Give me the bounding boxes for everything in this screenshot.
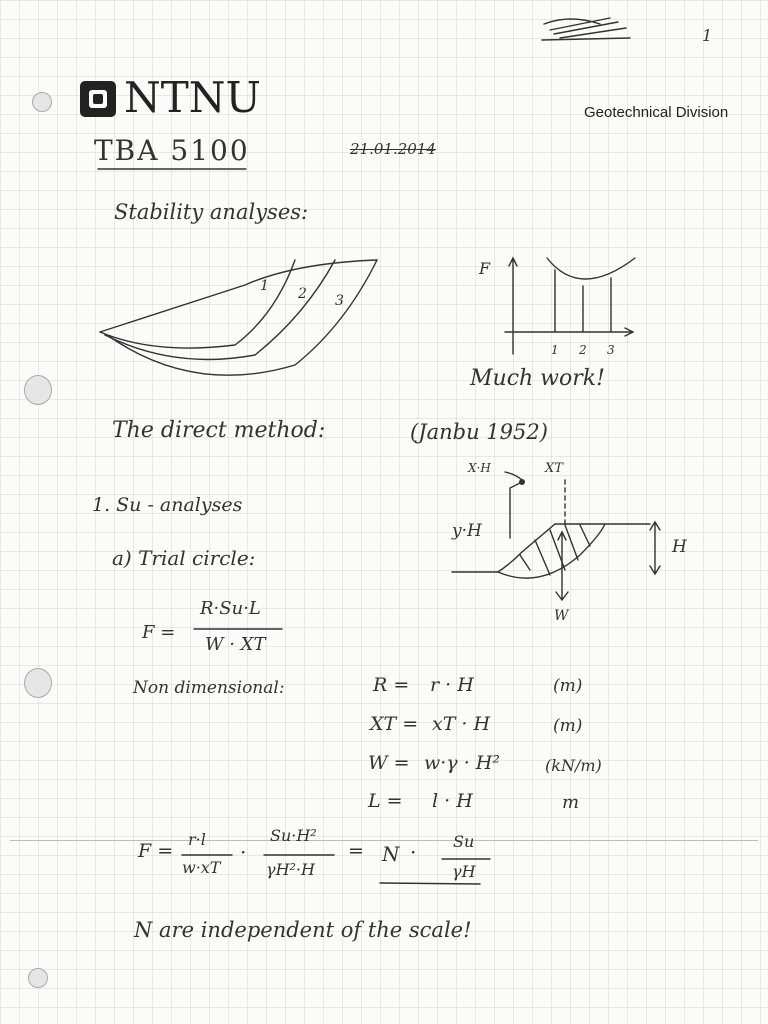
def-xt-rhs: xT · H [432,713,491,735]
def-xt-lhs: XT = [370,713,419,735]
label-xt: XT [545,461,563,476]
binder-hole [24,375,52,405]
janbu-reference: (Janbu 1952) [410,420,548,444]
division-label: Geotechnical Division [584,104,729,121]
combined-frac3-den: γH [452,862,476,881]
def-l-rhs: l · H [432,790,473,812]
combined-frac1-den: w·xT [182,858,221,877]
fraction-bar [262,852,342,858]
subsection-trial-circle: a) Trial circle: [112,546,256,570]
result-underline [378,880,488,888]
scribble-mark [540,10,640,50]
def-w-unit: (kN/m) [545,756,602,775]
def-r-unit: (m) [553,676,583,696]
combined-equals: = [348,840,364,862]
combined-frac2-num: Su·H² [270,826,317,845]
graph-tick: 2 [579,343,587,357]
combined-n: N [382,842,400,866]
f-formula-numerator: R·Su·L [200,598,261,619]
label-h: H [672,537,687,557]
course-code-underline [96,165,256,175]
f-formula-denominator: W · XT [205,634,266,655]
def-w-lhs: W = [368,752,410,774]
combined-frac1-num: r·l [188,830,206,849]
section-su-analyses: 1. Su - analyses [92,494,243,516]
combined-frac2-den: γH²·H [266,860,315,879]
slip-circles-sketch [95,255,385,385]
label-yh: y·H [452,521,482,541]
binder-hole [32,92,52,112]
section-heading: Stability analyses: [114,200,309,224]
def-l-unit: m [562,792,580,813]
binder-hole [28,968,48,988]
combined-dot2: · [410,840,417,864]
ntnu-logo-icon [80,81,116,117]
ntnu-logo-text: NTNU [124,73,261,122]
graph-tick: 1 [551,343,559,357]
slope-figure [450,460,690,624]
combined-dot: · [240,840,247,864]
def-xt-unit: (m) [553,716,583,736]
fold-line [10,840,758,841]
page-number: 1 [702,26,713,45]
factor-of-safety-graph [475,250,645,360]
def-r-lhs: R = [373,674,410,696]
graph-axis-label: F [479,259,491,278]
combined-lhs: F = [138,840,174,862]
binder-hole [24,668,52,698]
course-code: TBA 5100 [94,134,250,167]
fraction-bar [192,626,292,632]
non-dimensional-label: Non dimensional: [133,678,285,698]
slip-label-2: 2 [298,286,307,302]
def-l-lhs: L = [368,790,403,812]
conclusion-note: N are independent of the scale! [134,918,472,942]
slip-label-1: 1 [260,278,269,294]
slip-label-3: 3 [335,293,344,309]
label-w: W [554,608,569,624]
def-r-rhs: r · H [430,674,474,696]
graph-tick: 3 [607,343,615,357]
direct-method-heading: The direct method: [112,418,326,443]
def-w-rhs: w·γ · H² [424,752,500,774]
combined-frac3-num: Su [453,832,475,851]
crossed-out-date: 21.01.2014 [350,140,436,158]
f-formula-lhs: F = [142,622,176,643]
much-work-note: Much work! [470,366,605,391]
label-xh: X·H [468,461,491,475]
